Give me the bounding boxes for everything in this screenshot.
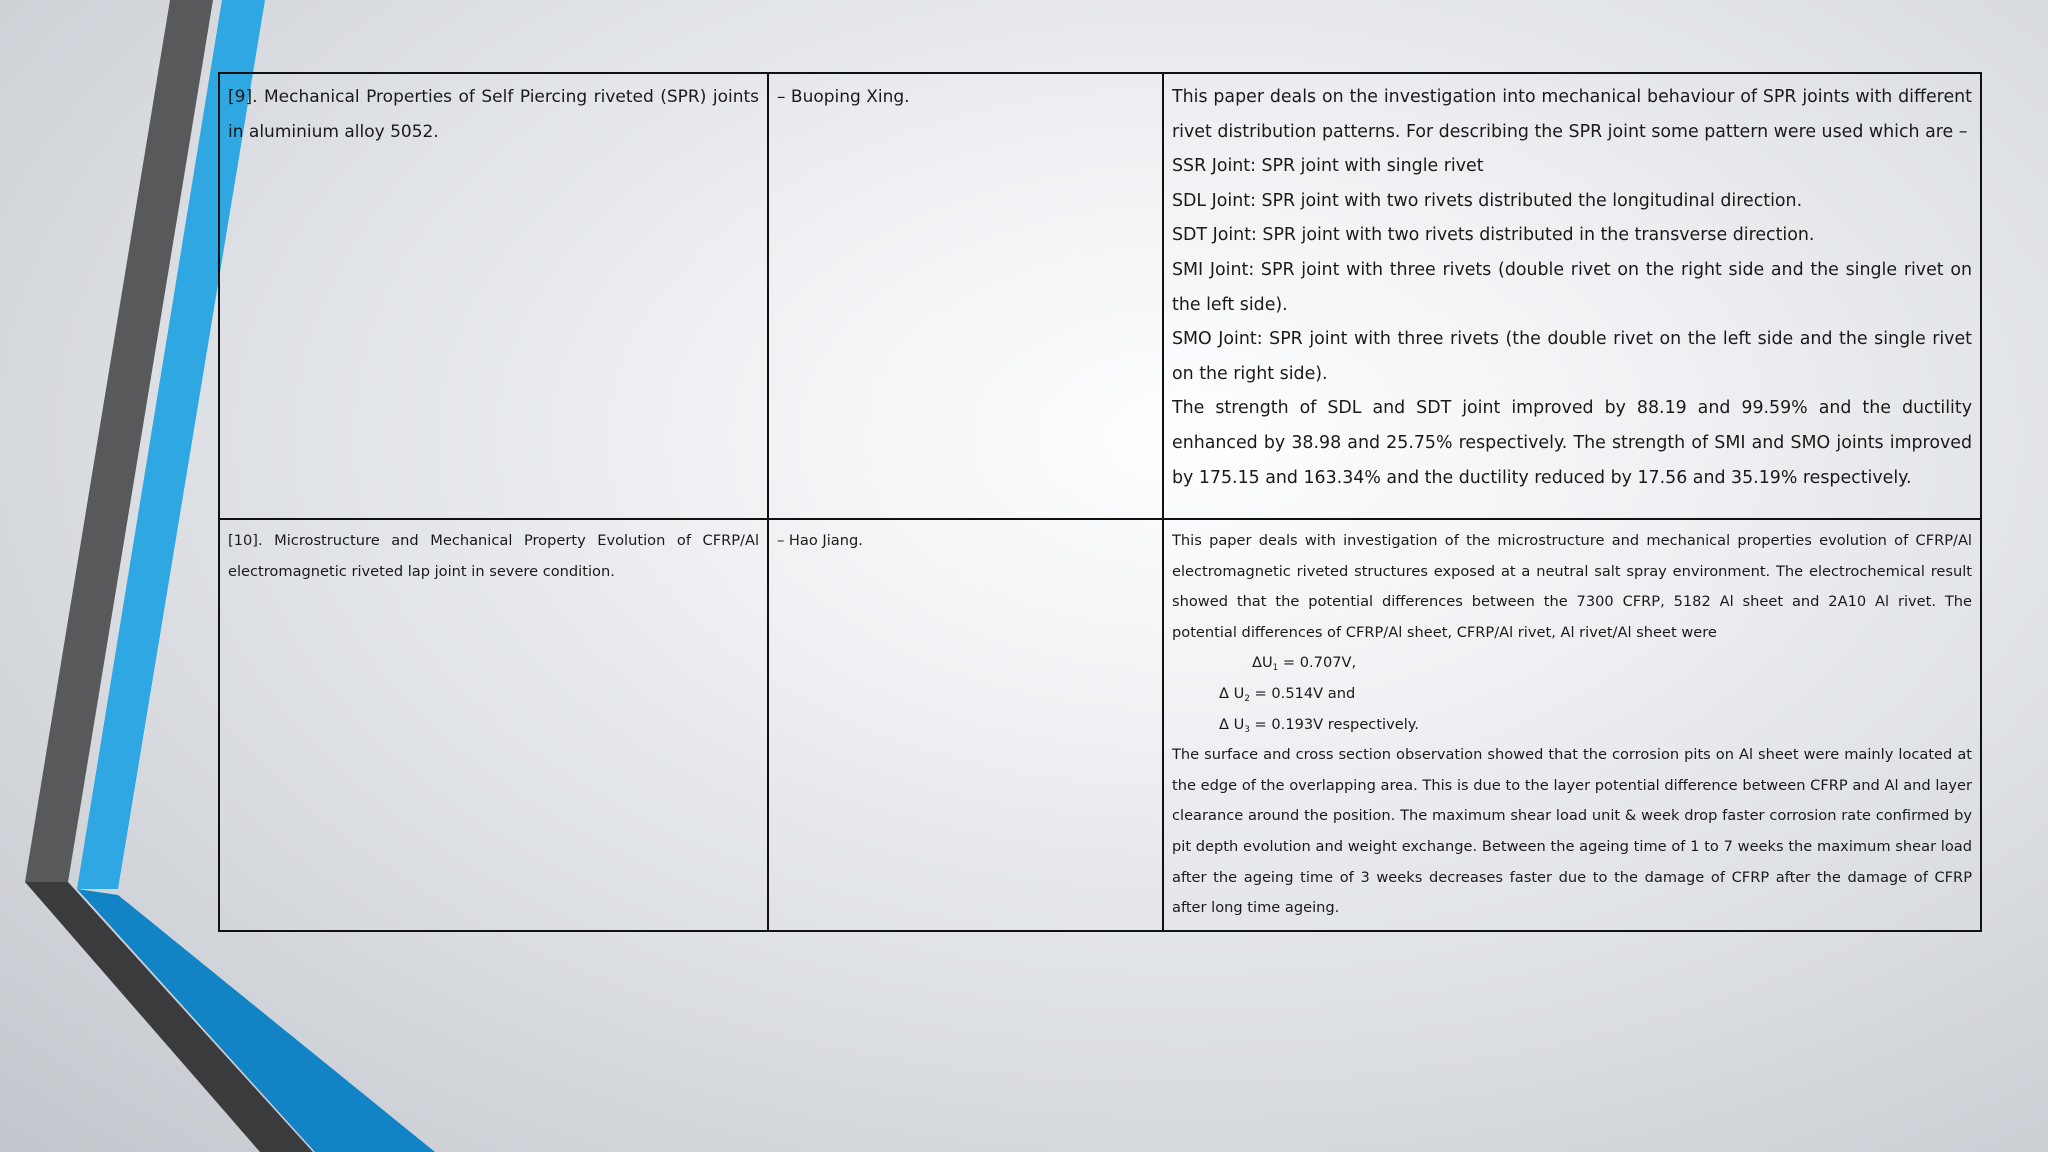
references-table <box>218 72 1982 932</box>
table-row <box>219 519 1981 931</box>
summary-paragraph: SDT Joint: SPR joint with two rivets distributed in the transverse direction. <box>1172 225 1815 246</box>
table-row <box>219 73 1981 519</box>
reference-title: [9]. Mechanical Properties of Self Piercing riveted (SPR) joints in aluminium alloy 5052. <box>228 87 759 142</box>
reference-title: [10]. Microstructure and Mechanical Property Evolution of CFRP/Al electromagnetic riveted lap joint in severe condition. <box>228 532 759 580</box>
author-cell <box>768 519 1163 931</box>
potential-difference-value: Δ $U_3 = 0.193V$ respectively. <box>1219 715 1419 735</box>
summary-paragraph: The surface and cross section observation showed that the corrosion pits on Al sheet were mainly located at the edge of the overlapping area. This is due to the layer potential difference between CFRP and Al and layer clearance around the position. The maximum shear load unit & week drop faster corrosion rate confirmed by pit depth evolution and weight exchange. Between the ageing time of 1 to 7 weeks the maximum shear load after the ageing time of 3 weeks decreases faster due to the damage of CFRP after the damage of CFRP after long time ageing. <box>1172 746 1972 917</box>
reference-title-cell <box>219 73 768 519</box>
summary-cell <box>1163 73 1981 519</box>
summary-paragraph: SMI Joint: SPR joint with three rivets (double rivet on the right side and the single rivet on the left side). <box>1172 259 1972 315</box>
summary-cell <box>1163 519 1981 931</box>
summary-paragraph: SMO Joint: SPR joint with three rivets (the double rivet on the left side and the single rivet on the right side). <box>1172 329 1972 384</box>
summary-paragraph: The strength of SDL and SDT joint improved by 88.19 and 99.59% and the ductility enhanced by 38.98 and 25.75% respectively. The strength of SMI and SMO joints improved by 175.15 and 163.34% and the ductility reduced by 17.56 and 35.19% respectively. <box>1172 398 1972 488</box>
potential-difference-value: $\Delta U_1 = 0.707V$, <box>1252 654 1357 674</box>
summary-paragraph: SDL Joint: SPR joint with two rivets distributed the longitudinal direction. <box>1172 190 1803 211</box>
summary-paragraph: This paper deals with investigation of the microstructure and mechanical properties evolution of CFRP/Al electromagnetic riveted structures exposed at a neutral salt spray environment. The electrochemical result showed that the potential differences between the 7300 CFRP, 5182 Al sheet and 2A10 Al rivet. The potential differences of CFRP/Al sheet, CFRP/Al rivet, Al rivet/Al sheet were <box>1172 532 1972 641</box>
summary-paragraph: This paper deals on the investigation into mechanical behaviour of SPR joints with different rivet distribution patterns. For describing the SPR joint some pattern were used which are – <box>1172 87 1972 142</box>
author-name: – Buoping Xing. <box>777 87 910 107</box>
author-name: – Hao Jiang. <box>777 532 863 549</box>
author-cell <box>768 73 1163 519</box>
reference-title-cell <box>219 519 768 931</box>
potential-difference-value: Δ $U_2 = 0.514V$ and <box>1219 684 1356 705</box>
summary-paragraph: SSR Joint: SPR joint with single rivet <box>1172 156 1484 177</box>
